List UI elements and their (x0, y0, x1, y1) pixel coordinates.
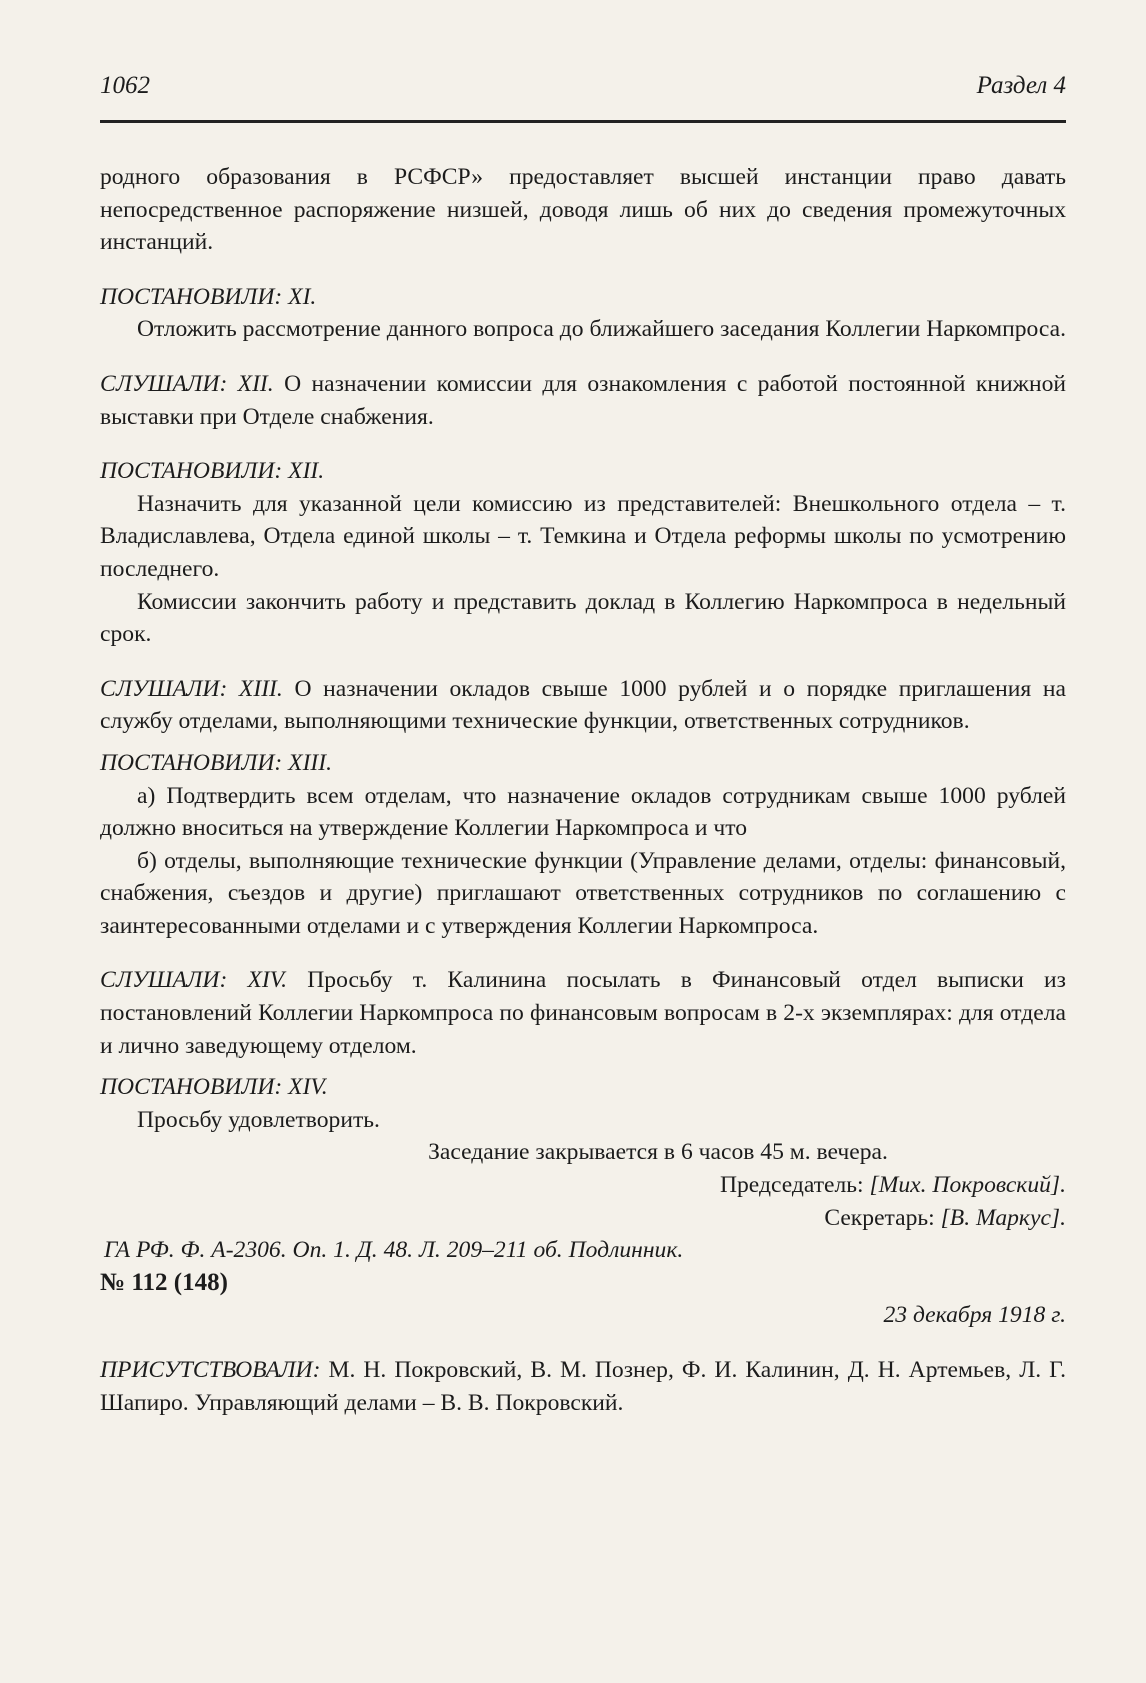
hearing-label-14: СЛУШАЛИ: XIV. (100, 967, 288, 994)
hearing-14 (100, 964, 1066, 1062)
secretary-signature (100, 1202, 1066, 1235)
resolution-label-14: ПОСТАНОВИЛИ: XIV. (100, 1074, 328, 1101)
hearing-text-14: Просьбу т. Калинина посылать в Финансовый отдел выписки из постановлений Коллегии Наркомпроса по финансовым вопросам в 2-х экземплярах: для отдела и лично заведующему отделом. (100, 967, 1066, 1059)
section-title: Раздел 4 (976, 72, 1066, 99)
secretary-label: Секретарь: (824, 1204, 941, 1231)
resolution-text-13a: а) Подтвердить всем отделам, что назначение окладов сотрудникам свыше 1000 рублей должно вноситься на утверждение Коллегии Наркомпроса и что (100, 782, 1066, 842)
chairman-signature (100, 1169, 1066, 1202)
archive-source: ГА РФ. Ф. А-2306. Оп. 1. Д. 48. Л. 209–211 об. Подлинник. (104, 1237, 684, 1264)
resolution-text-12a: Назначить для указанной цели комиссию из представителей: Внешкольного отдела – т. Владиславлева, Отдела единой школы – т. Темкина и Отдела реформы школы по усмотрению последнего. (100, 490, 1066, 582)
attendees-text: М. Н. Покровский, В. М. Познер, Ф. И. Калинин, Д. Н. Артемьев, Л. Г. Шапиро. Управляющий делами – В. В. Покровский. (100, 1357, 1066, 1416)
resolution-label-11: ПОСТАНОВИЛИ: XI. (100, 283, 317, 310)
resolution-label-13: ПОСТАНОВИЛИ: XIII. (100, 749, 333, 776)
paragraph-continuation: родного образования в РСФСР» предоставляет высшей инстанции право давать непосредственное распоряжение низшей, доводя лишь об них до сведения промежуточных инстанций. (100, 164, 1066, 256)
resolution-text-12b: Комиссии закончить работу и представить доклад в Коллегию Наркомпроса в недельный срок. (100, 588, 1066, 648)
resolution-label-12: ПОСТАНОВИЛИ: XII. (100, 458, 325, 485)
secretary-name: [В. Маркус]. (940, 1204, 1066, 1231)
page-header (100, 72, 1066, 112)
hearing-label-12: СЛУШАЛИ: XII. (100, 370, 274, 397)
hearing-label-13: СЛУШАЛИ: XIII. (100, 675, 283, 702)
resolution-text-14: Просьбу удовлетворить. (137, 1106, 380, 1133)
document-number: № 112 (148) (100, 1268, 228, 1296)
page-number: 1062 (100, 72, 150, 99)
attendees-label: ПРИСУТСТВОВАЛИ: (100, 1357, 321, 1383)
attendees (100, 1354, 1066, 1419)
resolution-text-11: Отложить рассмотрение данного вопроса до ближайшего заседания Коллегии Наркомпроса. (137, 316, 1067, 343)
hearing-13 (100, 673, 1066, 738)
resolution-text-13b: б) отделы, выполняющие технические функции (Управление делами, отделы: финансовый, снабжения, съездов и другие) приглашают ответственных сотрудников по соглашению с заинтересованными отделами и с утверждения Коллегии Наркомпроса. (100, 847, 1066, 939)
document-page (100, 72, 1066, 1419)
document-body (100, 161, 1066, 1419)
document-date: 23 декабря 1918 г. (883, 1302, 1066, 1329)
chairman-label: Председатель: (719, 1172, 870, 1199)
header-rule (100, 120, 1066, 123)
hearing-text-13: О назначении окладов свыше 1000 рублей и о порядке приглашения на службу отделами, выполняющими технические функции, ответственных сотрудников. (100, 675, 1066, 735)
chairman-name: [Мих. Покровский]. (869, 1172, 1066, 1199)
closing-line: Заседание закрывается в 6 часов 45 м. вечера. (428, 1139, 888, 1166)
hearing-text-12: О назначении комиссии для ознакомления с работой постоянной книжной выставки при Отделе снабжения. (100, 370, 1066, 430)
hearing-12 (100, 368, 1066, 433)
